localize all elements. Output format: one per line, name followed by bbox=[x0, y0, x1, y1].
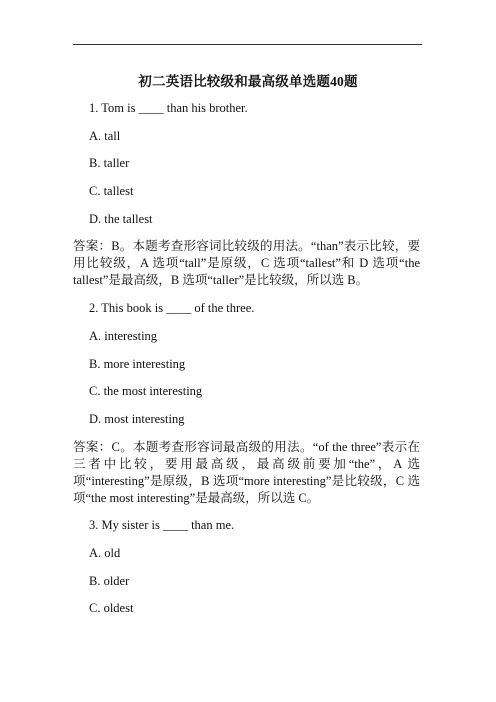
question-stem: 1. Tom is ____ than his brother. bbox=[89, 101, 248, 115]
option: D. most interesting bbox=[89, 411, 185, 426]
question-3 bbox=[89, 517, 420, 617]
option: A. old bbox=[89, 545, 121, 560]
option: B. taller bbox=[89, 156, 130, 171]
option: A. tall bbox=[89, 128, 121, 143]
option: B. more interesting bbox=[89, 356, 186, 371]
document-title: 初二英语比较级和最高级单选题40题 bbox=[138, 74, 358, 89]
option: C. tallest bbox=[89, 184, 134, 199]
question-list bbox=[73, 100, 420, 628]
question-1 bbox=[73, 100, 420, 289]
question-stem: 3. My sister is ____ than me. bbox=[89, 518, 235, 533]
option: D. the tallest bbox=[89, 211, 153, 226]
option: C. oldest bbox=[89, 601, 134, 616]
option: A. interesting bbox=[89, 328, 158, 343]
header-rule bbox=[73, 44, 422, 45]
answer-explanation: 答案：B。本题考查形容词比较级的用法。“than”表示比较，要用比较级，A 选项“tall”是原级，C 选项“tallest”和 D 选项“the tallest”是最高级，B 选项“taller”是比较级，所以选 B。 bbox=[73, 239, 420, 288]
option: B. older bbox=[89, 573, 130, 588]
option: C. the most interesting bbox=[89, 384, 203, 399]
question-stem: 2. This book is ____ of the three. bbox=[89, 301, 255, 316]
question-2 bbox=[73, 300, 420, 506]
answer-explanation: 答案：C。本题考查形容词最高级的用法。“of the three”表示在三者中比较，要用最高级，最高级前要加“the”，A 选项“interesting”是原级，B 选项“more interesting”是比较级，C 选项“the most interesting”是最高级，所以选 C。 bbox=[73, 439, 420, 505]
